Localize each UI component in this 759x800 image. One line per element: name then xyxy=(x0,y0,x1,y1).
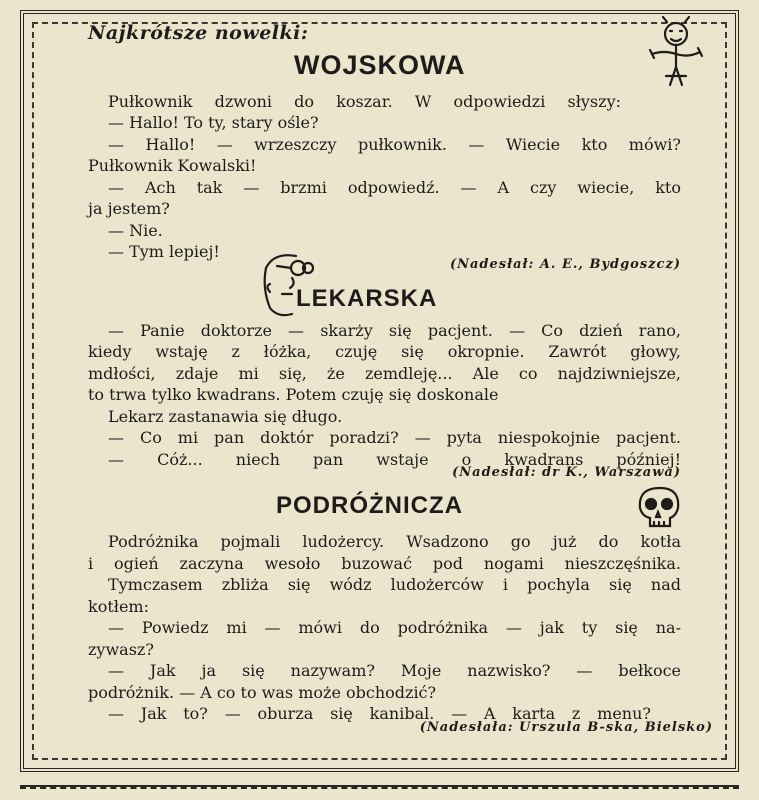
story2-line-7: — Cóż... niech pan wstaje o kwadrans później! xyxy=(108,450,681,469)
story2-line-6: — Co mi pan doktór poradzi? — pyta niespokojnie pacjent. xyxy=(108,428,681,447)
story3-line-3: Tymczasem zbliża się wódz ludożerców i pochyla się nad xyxy=(108,575,681,594)
story1-line-3: — Hallo! — wrzeszczy pułkownik. — Wiecie kto mówi? xyxy=(108,135,681,154)
story3-line-5: — Powiedz mi — mówi do podróżnika — jak ty się na- xyxy=(108,618,681,637)
bottom-rule xyxy=(20,785,739,789)
story1-line-6: ja jestem? xyxy=(88,199,170,218)
story1-line-4: Pułkownik Kowalski! xyxy=(88,156,257,175)
story3-line-7: — Jak ja się nazywam? Moje nazwisko? — bełkoce xyxy=(108,661,681,680)
story1-credit: (Nadesłał: A. E., Bydgoszcz) xyxy=(449,257,681,272)
story2-credit: (Nadesłał: dr K., Warszawa) xyxy=(452,465,681,480)
story2-line-3: mdłości, zdaje mi się, że zemdleję... Ale co najdziwniejsze, xyxy=(88,364,681,383)
story3-line-4: kotłem: xyxy=(88,597,149,616)
story2-line-1: — Panie doktorze — skarży się pacjent. — Co dzień rano, xyxy=(108,321,681,340)
story2-line-2: kiedy wstaję z łóżka, czuję się okropnie. Zawrót głowy, xyxy=(88,342,681,361)
story3-line-6: zywasz? xyxy=(88,640,154,659)
story1-line-5: — Ach tak — brzmi odpowiedź. — A czy wiecie, kto xyxy=(108,178,681,197)
story1-line-7: — Nie. xyxy=(108,221,163,240)
story2-line-4: to trwa tylko kwadrans. Potem czuję się doskonale xyxy=(88,385,499,404)
series-title: Najkrótsze nowelki: xyxy=(88,22,309,44)
story3-line-9: — Jak to? — oburza się kanibal. — A karta z menu? xyxy=(108,704,651,723)
story-title-lekarska: LEKARSKA xyxy=(296,285,438,312)
story-title-podroznicza: PODRÓŻNICZA xyxy=(276,492,463,519)
story3-credit: (Nadesłała: Urszula B-ska, Bielsko) xyxy=(419,720,713,735)
skull-doodle-icon xyxy=(632,484,684,530)
story2-line-5: Lekarz zastanawia się długo. xyxy=(108,407,343,426)
story1-line-8: — Tym lepiej! xyxy=(108,242,220,261)
jester-doodle-icon xyxy=(640,16,712,90)
story1-line-2: — Hallo! To ty, stary ośle? xyxy=(108,113,319,132)
story3-line-1: Podróżnika pojmali ludożercy. Wsadzono go już do kotła xyxy=(108,532,681,551)
story1-line-1: Pułkownik dzwoni do koszar. W odpowiedzi słyszy: xyxy=(108,92,621,111)
story-title-wojskowa: WOJSKOWA xyxy=(294,50,466,80)
story3-line-8: podróżnik. — A co to was może obchodzić? xyxy=(88,683,437,702)
story3-line-2: i ogień zaczyna wesoło buzować pod nogami nieszczęśnika. xyxy=(88,554,681,573)
